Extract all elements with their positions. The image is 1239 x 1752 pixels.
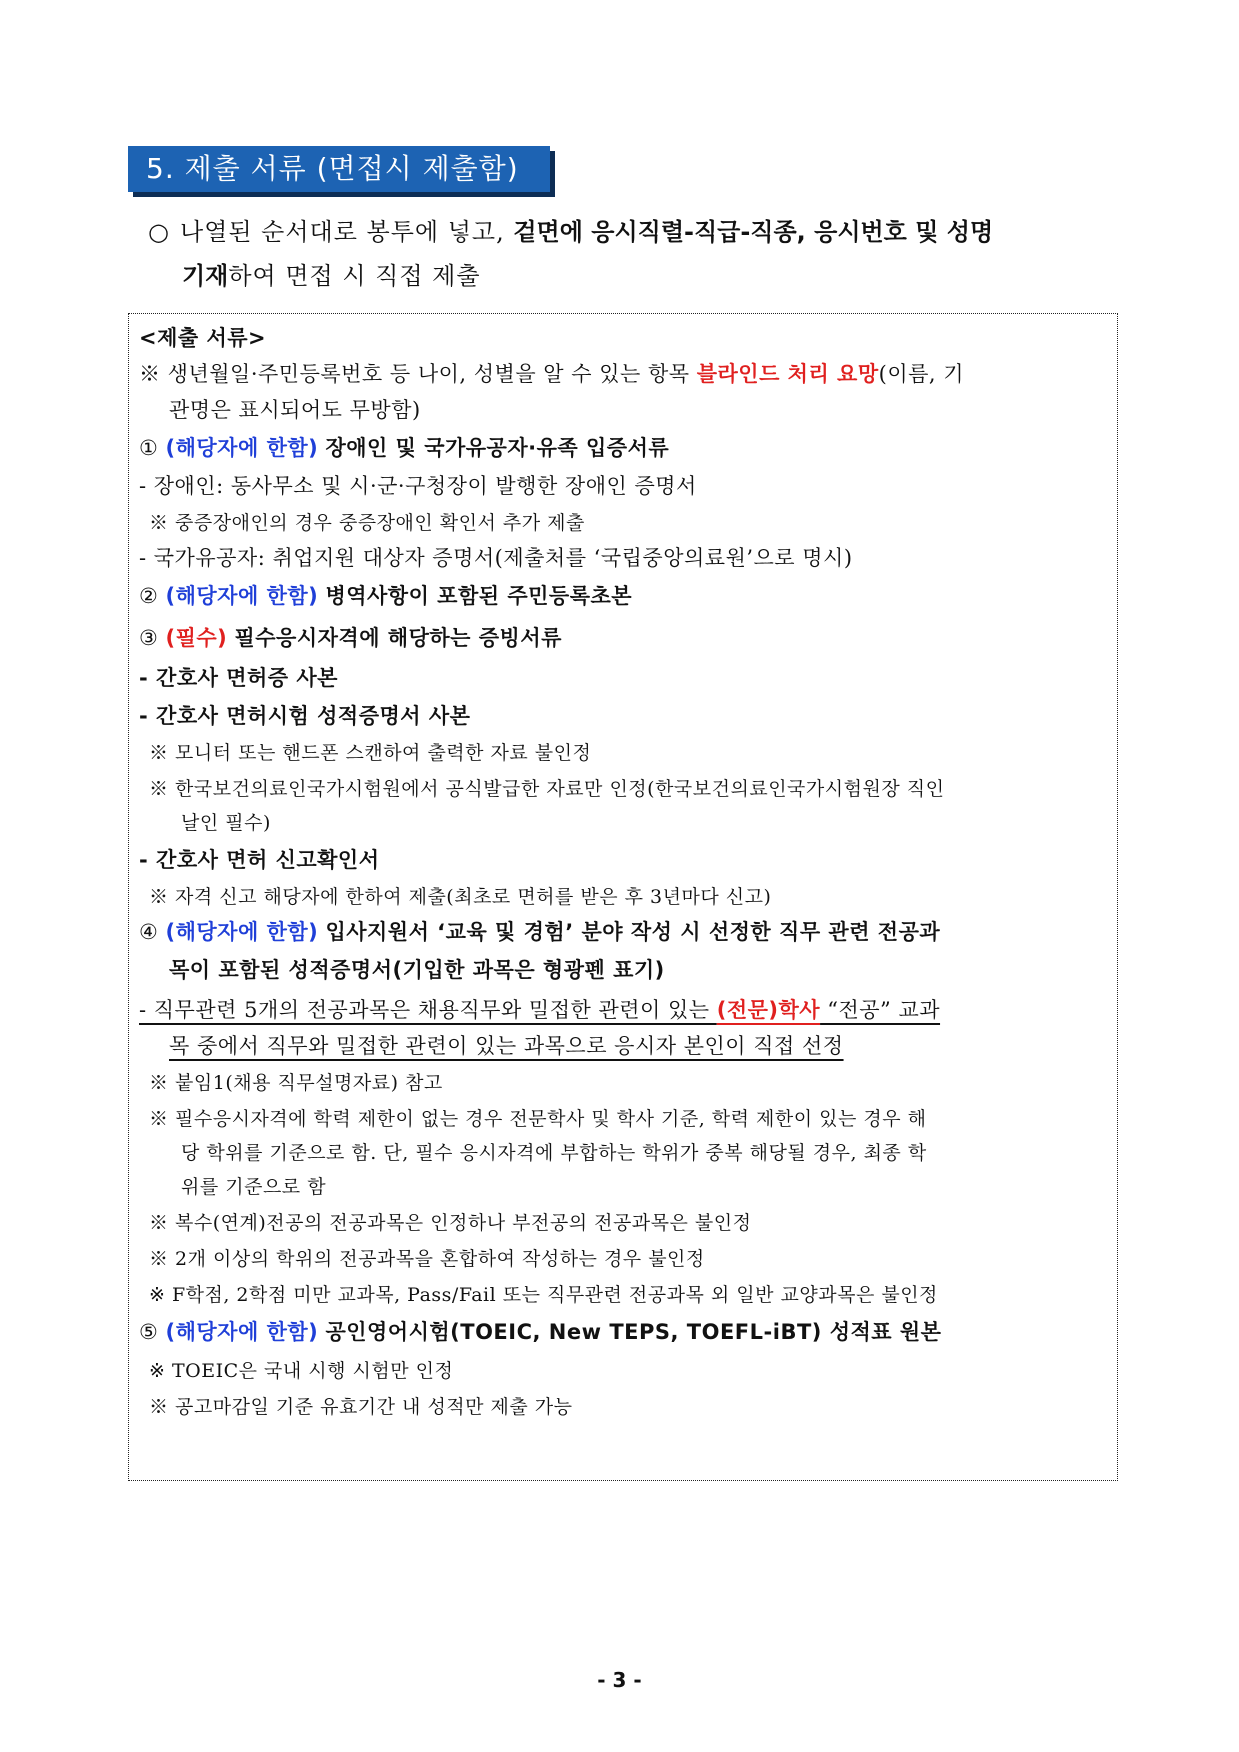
item-4-line-2: 목 중에서 직무와 밀접한 관련이 있는 과목으로 응시자 본인이 직접 선정: [169, 1034, 844, 1058]
item-4-heading-1: ④ (해당자에 한함) 입사지원서 ‘교육 및 경험’ 분야 작성 시 선정한 직무 관련 전공과: [139, 920, 941, 944]
documents-box: [128, 313, 1118, 1481]
page-number: - 3 -: [597, 1668, 642, 1692]
item-1-heading: ① (해당자에 한함) 장애인 및 국가유공자·유족 입증서류: [139, 436, 670, 460]
item-1-line-1: - 장애인: 동사무소 및 시·군·구청장이 발행한 장애인 증명서: [139, 474, 697, 498]
item-1-note: ※ 중증장애인의 경우 중증장애인 확인서 추가 제출: [149, 512, 585, 534]
item-3-note-2a: ※ 한국보건의료인국가시험원에서 공식발급한 자료만 인정(한국보건의료인국가시험원장 직인: [149, 778, 945, 800]
item-3-heading: ③ (필수) 필수응시자격에 해당하는 증빙서류: [139, 626, 562, 650]
item-4-note-2a: ※ 필수응시자격에 학력 제한이 없는 경우 전문학사 및 학사 기준, 학력 제한이 있는 경우 해: [149, 1108, 927, 1130]
item-4-note-4: ※ 2개 이상의 학위의 전공과목을 혼합하여 작성하는 경우 불인정: [149, 1248, 705, 1270]
item-4-heading-2: 목이 포함된 성적증명서(기입한 과목은 형광펜 표기): [169, 958, 665, 982]
item-3-note-1: ※ 모니터 또는 핸드폰 스캔하여 출력한 자료 불인정: [149, 742, 592, 764]
item-3-line-2: - 간호사 면허시험 성적증명서 사본: [139, 704, 471, 728]
intro-bold-2: 기재: [182, 262, 229, 290]
item-1-line-3: - 국가유공자: 취업지원 대상자 증명서(제출처를 ‘국립중앙의료원’으로 명시): [139, 546, 853, 570]
blind-note-line-1: ※ 생년월일·주민등록번호 등 나이, 성별을 알 수 있는 항목 블라인드 처리 요망(이름, 기: [139, 362, 965, 386]
item-4-note-5: ※ F학점, 2학점 미만 교과목, Pass/Fail 또는 직무관련 전공과목 외 일반 교양과목은 불인정: [149, 1284, 938, 1306]
blind-note-line-2: 관명은 표시되어도 무방함): [169, 398, 421, 422]
intro-paragraph: [148, 210, 1133, 298]
item-3-note-2b: 날인 필수): [181, 812, 271, 834]
item-5-heading: ⑤ (해당자에 한함) 공인영어시험(TOEIC, New TEPS, TOEFL-iBT) 성적표 원본: [139, 1320, 942, 1344]
intro-line-1: [148, 210, 1133, 254]
item-4-note-2b: 당 학위를 기준으로 함. 단, 필수 응시자격에 부합하는 학위가 중복 해당될 경우, 최종 학: [181, 1142, 927, 1164]
section-title: 5. 제출 서류 (면접시 제출함): [128, 146, 550, 192]
item-4-note-1: ※ 붙임1(채용 직무설명자료) 참고: [149, 1072, 443, 1094]
item-5-note-1: ※ TOEIC은 국내 시행 시험만 인정: [149, 1360, 454, 1382]
item-5-note-2: ※ 공고마감일 기준 유효기간 내 성적만 제출 가능: [149, 1396, 573, 1418]
box-heading: <제출 서류>: [139, 326, 267, 350]
item-3-note-3: ※ 자격 신고 해당자에 한하여 제출(최초로 면허를 받은 후 3년마다 신고): [149, 886, 772, 908]
item-4-note-2c: 위를 기준으로 함: [181, 1176, 327, 1198]
intro-plain-2: 하여 면접 시 직접 제출: [228, 262, 481, 290]
intro-bold-1: 겉면에 응시직렬-직급-직종, 응시번호 및 성명: [513, 218, 994, 246]
item-4-line-1: - 직무관련 5개의 전공과목은 채용직무와 밀접한 관련이 있는 (전문)학사 “전공” 교과: [139, 998, 941, 1022]
intro-plain-1: 나열된 순서대로 봉투에 넣고,: [180, 218, 514, 246]
intro-line-2: [148, 254, 1133, 298]
circle-bullet: ○: [148, 218, 170, 246]
item-4-note-3: ※ 복수(연계)전공의 전공과목은 인정하나 부전공의 전공과목은 불인정: [149, 1212, 752, 1234]
item-3-line-1: - 간호사 면허증 사본: [139, 666, 338, 690]
item-3-line-5: - 간호사 면허 신고확인서: [139, 848, 380, 872]
item-2-heading: ② (해당자에 한함) 병역사항이 포함된 주민등록초본: [139, 584, 633, 608]
